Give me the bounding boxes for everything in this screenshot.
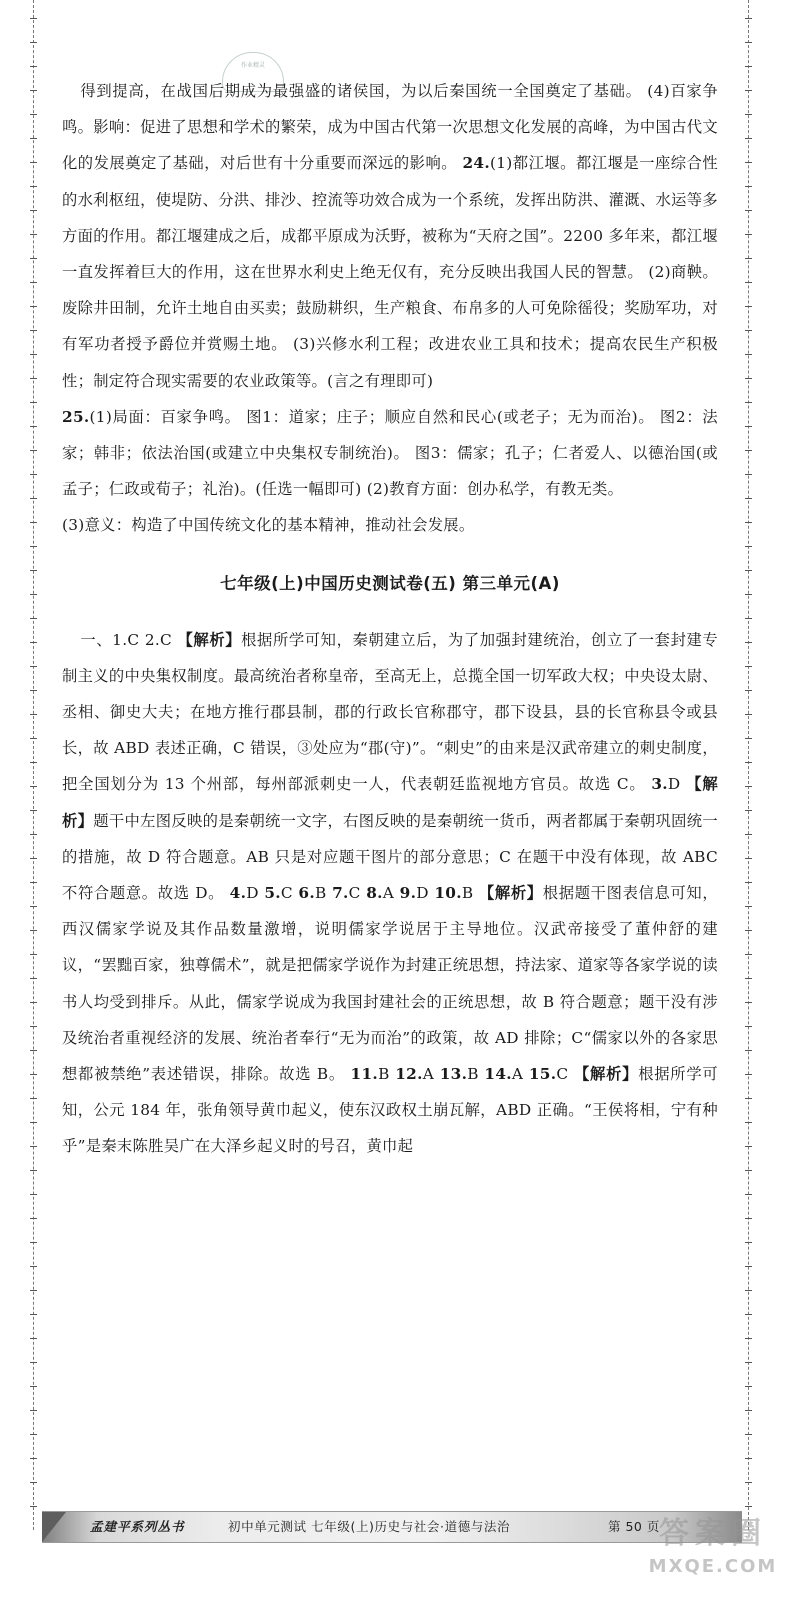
rule-tick (30, 834, 37, 835)
footer-corner (42, 1512, 66, 1542)
rule-tick (745, 1314, 752, 1315)
rule-tick (30, 1146, 37, 1147)
rule-tick (30, 114, 37, 115)
rule-tick (745, 882, 752, 883)
rule-tick (745, 834, 752, 835)
rule-tick (745, 570, 752, 571)
rule-tick (745, 138, 752, 139)
rule-tick (745, 1050, 752, 1051)
rule-tick (30, 690, 37, 691)
rule-tick (745, 618, 752, 619)
rule-tick (30, 1386, 37, 1387)
rule-tick (30, 258, 37, 259)
rule-tick (745, 1290, 752, 1291)
paragraph-q23-24 (62, 73, 718, 399)
rule-tick (745, 1410, 752, 1411)
rule-tick (30, 546, 37, 547)
rule-tick (745, 954, 752, 955)
answer-text: A (382, 884, 400, 903)
rule-tick (745, 186, 752, 187)
left-margin-rule (28, 0, 40, 1530)
rule-tick (30, 594, 37, 595)
rule-tick (30, 1434, 37, 1435)
rule-tick (30, 1074, 37, 1075)
paragraph-unit3-answers (62, 622, 718, 1165)
rule-tick (30, 66, 37, 67)
rule-tick (745, 642, 752, 643)
question-number: 【解析】 (574, 1065, 639, 1084)
section-title: 七年级(上)中国历史测试卷(五) 第三单元(A) (220, 573, 560, 593)
answer-text: 根据题干图表信息可知，西汉儒家学说及其作品数量激增，说明儒家学说居于主导地位。汉武帝接受了董仲舒的建议，“罢黜百家，独尊儒术”，就是把儒家学说作为封建正统思想，持法家、道家等各家学说的读书人均受到排斥。从此，儒家学说成为我国封建社会的正统思想，故 B 符合题意；题干没有涉及统治者重视经济的发展、统治者奉行“无为而治”的政策，故 AD 排除；C“儒家以外的各家思想都被禁绝”表述错误，排除。故选 B。 (62, 884, 718, 1084)
answer-text: (1)都江堰。都江堰是一座综合性的水利枢纽，使堤防、分洪、排沙、控流等功效合成为一个系统，发挥出防洪、灌溉、水运等多方面的作用。都江堰建成之后，成都平原成为沃野，被称为“天府之国”。2200 多年来，都江堰一直发挥着巨大的作用，这在世界水利史上绝无仅有，充分反映出我国人民的智慧。 (2)商鞅。废除井田制，允许土地自由买卖；鼓励耕织，生产粮食、布帛多的人可免除徭役；奖励军功，对有军功者授予爵位并赏赐土地。 (3)兴修水利工程；改进农业工具和技术；提高农民生产积极性；制定符合现实需要的农业政策等。(言之有理即可) (62, 154, 719, 390)
rule-tick (745, 162, 752, 163)
rule-tick (30, 234, 37, 235)
question-number: 24. (462, 154, 490, 173)
rule-tick (745, 258, 752, 259)
answer-text: C (348, 884, 367, 903)
question-number: 11. (350, 1065, 379, 1084)
answer-text: A (511, 1065, 529, 1084)
rule-tick (745, 738, 752, 739)
answer-text: (3)意义：构造了中国传统文化的基本精神，推动社会发展。 (62, 516, 475, 535)
page-number: 第 50 页 (608, 1519, 660, 1534)
rule-tick (30, 810, 37, 811)
rule-tick (30, 42, 37, 43)
rule-tick (30, 978, 37, 979)
rule-tick (30, 954, 37, 955)
answer-text: 一、1.C 2.C (80, 630, 178, 649)
rule-tick (30, 762, 37, 763)
rule-tick (30, 186, 37, 187)
rule-tick (745, 1458, 752, 1459)
rule-tick (745, 354, 752, 355)
rule-tick (745, 522, 752, 523)
rule-tick (30, 1314, 37, 1315)
rule-tick (745, 786, 752, 787)
rule-tick (30, 1194, 37, 1195)
question-number: 【解析】 (62, 775, 718, 830)
rule-tick (745, 1122, 752, 1123)
question-number: 【解析】 (478, 884, 543, 903)
rule-tick (745, 1338, 752, 1339)
rule-tick (745, 1170, 752, 1171)
answer-text: (1)局面：百家争鸣。 图1：道家；庄子；顺应自然和民心(或老子；无为而治)。 图2：法家；韩非；依法治国(或建立中央集权专制统治)。 图3：儒家；孔子；仁者爱人、以德治国(或孟子；仁政或荀子；礼治)。(任选一幅即可) (2)教育方面：创办私学，有教无类。 (62, 407, 718, 499)
rule-tick (30, 1242, 37, 1243)
question-number: 6. (298, 884, 315, 903)
paragraph-q25-meaning (62, 507, 718, 543)
rule-tick (745, 666, 752, 667)
rule-tick (745, 810, 752, 811)
rule-tick (745, 1266, 752, 1267)
rule-tick (745, 906, 752, 907)
question-number: 13. (439, 1065, 468, 1084)
rule-tick (745, 546, 752, 547)
question-number: 14. (484, 1065, 512, 1084)
rule-tick (30, 1482, 37, 1483)
answer-text: B (461, 884, 479, 903)
question-number: 15. (528, 1065, 557, 1084)
rule-tick (30, 1290, 37, 1291)
rule-tick (30, 666, 37, 667)
answer-text: A (422, 1065, 440, 1084)
rule-tick (30, 354, 37, 355)
rule-tick (30, 1338, 37, 1339)
rule-tick (745, 690, 752, 691)
question-number: 9. (399, 884, 417, 903)
rule-tick (745, 90, 752, 91)
rule-tick (30, 378, 37, 379)
rule-tick (745, 930, 752, 931)
answer-text: D (246, 884, 265, 903)
footer-bar (42, 1511, 742, 1543)
rule-tick (745, 66, 752, 67)
rule-tick (745, 234, 752, 235)
rule-tick (745, 330, 752, 331)
answer-text: B (378, 1065, 396, 1084)
rule-tick (745, 498, 752, 499)
answer-text: B (315, 884, 333, 903)
rule-tick (745, 402, 752, 403)
rule-tick (30, 1170, 37, 1171)
rule-tick (30, 282, 37, 283)
rule-tick (30, 474, 37, 475)
rule-tick (30, 1218, 37, 1219)
rule-tick (745, 1386, 752, 1387)
question-number: 7. (332, 884, 349, 903)
rule-tick (30, 618, 37, 619)
rule-tick (30, 18, 37, 19)
rule-tick (745, 858, 752, 859)
footer-book-title: 初中单元测试 七年级(上)历史与社会·道德与法治 (228, 1519, 511, 1534)
rule-tick (30, 1122, 37, 1123)
rule-tick (30, 1266, 37, 1267)
rule-tick (745, 210, 752, 211)
rule-tick (30, 930, 37, 931)
rule-tick (745, 762, 752, 763)
answer-text: 得到提高，在战国后期成为最强盛的诸侯国，为以后秦国统一全国奠定了基础。 (4)百家争鸣。影响：促进了思想和学术的繁荣，成为中国古代第一次思想文化发展的高峰，为中国古代文化的发展奠定了基础，对后世有十分重要而深远的影响。 (62, 82, 718, 173)
rule-tick (30, 402, 37, 403)
rule-tick (745, 594, 752, 595)
rule-tick (30, 786, 37, 787)
rule-tick (30, 1362, 37, 1363)
question-number: 25. (62, 407, 90, 426)
rule-tick (745, 1002, 752, 1003)
rule-tick (745, 1098, 752, 1099)
rule-tick (30, 738, 37, 739)
rule-tick (30, 306, 37, 307)
rule-tick (745, 1194, 752, 1195)
rule-tick (30, 642, 37, 643)
rule-tick (745, 1026, 752, 1027)
footer-series: 孟建平系列丛书 (90, 1519, 185, 1534)
rule-tick (30, 330, 37, 331)
question-number: 4. (229, 884, 247, 903)
rule-tick (745, 1434, 752, 1435)
answer-text: 题干中左图反映的是秦朝统一文字，右图反映的是秦朝统一货币，两者都属于秦朝巩固统一的措施，故 D 符合题意。AB 只是对应题干图片的部分意思；C 在题干中没有体现，故 ABC 不符合题意。故选 D。 (62, 811, 718, 903)
question-number: 3. (651, 775, 668, 794)
rule-tick (745, 378, 752, 379)
answer-text: D (667, 775, 687, 794)
rule-tick (30, 426, 37, 427)
rule-tick (745, 1362, 752, 1363)
question-number: 【解析】 (177, 630, 242, 649)
paragraph-q25 (62, 399, 718, 508)
rule-tick (745, 978, 752, 979)
rule-tick (30, 714, 37, 715)
rule-tick (30, 1098, 37, 1099)
rule-tick (745, 306, 752, 307)
question-number: 10. (434, 884, 462, 903)
question-number: 8. (366, 884, 383, 903)
rule-tick (30, 90, 37, 91)
rule-tick (30, 1002, 37, 1003)
rule-tick (745, 42, 752, 43)
rule-tick (30, 1458, 37, 1459)
rule-tick (745, 426, 752, 427)
rule-tick (745, 1482, 752, 1483)
rule-tick (30, 882, 37, 883)
rule-tick (30, 162, 37, 163)
answer-text: 根据所学可知，秦朝建立后，为了加强封建统治，创立了一套封建专制主义的中央集权制度。最高统治者称皇帝，至高无上，总揽全国一切军政大权；中央设太尉、丞相、御史大夫；在地方推行郡县制，郡的行政长官称郡守，郡下设县，县的长官称县令或县长，故 ABD 表述正确，C 错误，③处应为“郡(守)”。“刺史”的由来是汉武帝建立的刺史制度，把全国划分为 13 个州部，每州部派刺史一人，代表朝廷监视地方官员。故选 C。 (62, 630, 718, 794)
rule-tick (745, 1146, 752, 1147)
question-number: 12. (395, 1065, 423, 1084)
rule-tick (30, 906, 37, 907)
answer-text: 根据所学可知，公元 184 年，张角领导黄巾起义，使东汉政权土崩瓦解，ABD 正确。“王侯将相，宁有种乎”是秦末陈胜吴广在大泽乡起义时的号召，黄巾起 (62, 1065, 718, 1156)
rule-tick (30, 498, 37, 499)
rule-tick (745, 18, 752, 19)
watermark-logo (640, 1512, 786, 1598)
rule-tick (30, 522, 37, 523)
rule-tick (745, 1218, 752, 1219)
rule-tick (30, 450, 37, 451)
rule-tick (30, 138, 37, 139)
question-number: 5. (264, 884, 281, 903)
rule-tick (745, 282, 752, 283)
answer-text: D (416, 884, 435, 903)
rule-tick (30, 570, 37, 571)
watermark-url: MXQE.COM (648, 1556, 778, 1577)
rule-tick (30, 1410, 37, 1411)
rule-tick (745, 1242, 752, 1243)
rule-tick (30, 858, 37, 859)
watermark-main: 答案圈 (659, 1516, 767, 1551)
rule-tick (30, 210, 37, 211)
answer-text: C (556, 1065, 574, 1084)
answer-text: B (467, 1065, 485, 1084)
right-margin-rule (743, 0, 755, 1530)
answer-text: C (280, 884, 299, 903)
rule-tick (745, 114, 752, 115)
seal-stamp: 作业精灵 (222, 52, 284, 92)
rule-tick (745, 450, 752, 451)
rule-tick (30, 1506, 37, 1507)
rule-tick (745, 474, 752, 475)
rule-tick (745, 1074, 752, 1075)
rule-tick (745, 714, 752, 715)
answer-content (62, 73, 718, 1165)
rule-tick (30, 1050, 37, 1051)
rule-tick (745, 1506, 752, 1507)
rule-tick (30, 1026, 37, 1027)
